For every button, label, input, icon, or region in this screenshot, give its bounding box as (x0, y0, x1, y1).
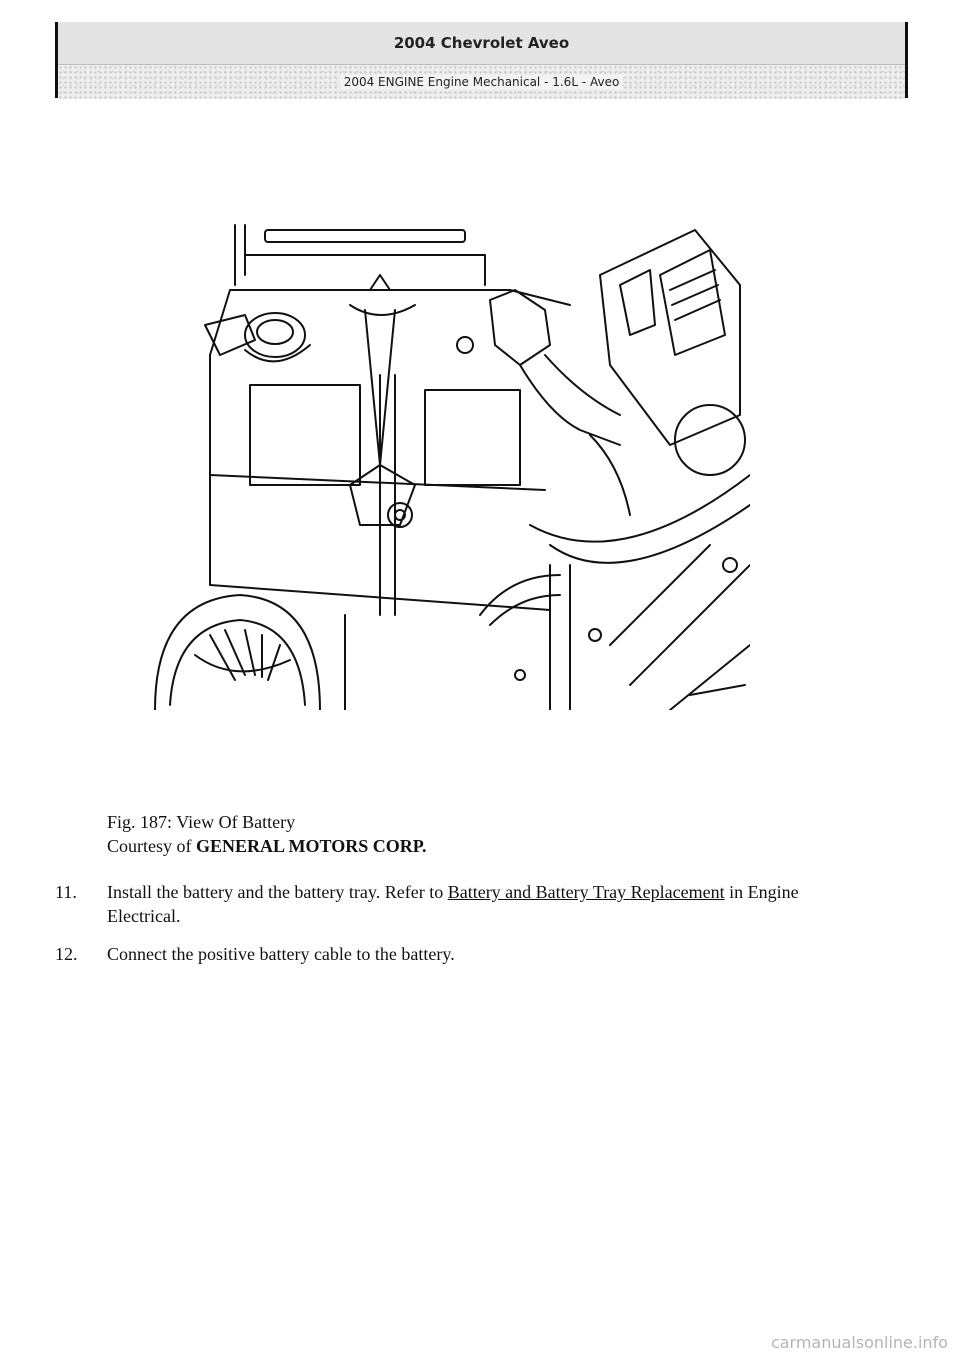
courtesy-organization: GENERAL MOTORS CORP. (196, 836, 427, 856)
document-subtitle-bar (58, 65, 905, 99)
step-text-after: in Engine Electrical. (107, 882, 799, 926)
page-header (55, 22, 908, 98)
list-item (55, 880, 815, 928)
courtesy-prefix: Courtesy of (107, 836, 192, 856)
figure-courtesy (107, 834, 427, 858)
figure-title: Fig. 187: View Of Battery (107, 812, 296, 832)
step-number: 11. (55, 882, 77, 902)
site-watermark: carmanualsonline.info (770, 1333, 948, 1352)
step-text: Connect the positive battery cable to the battery. (107, 944, 455, 964)
document-title: 2004 Chevrolet Aveo (58, 22, 905, 65)
step-text-before: Install the battery and the battery tray. Refer to (107, 882, 444, 902)
step-text (107, 880, 815, 928)
figure-caption (107, 810, 427, 858)
battery-tray-replacement-link[interactable]: Battery and Battery Tray Replacement (447, 882, 725, 902)
procedure-steps (55, 880, 815, 980)
step-number: 12. (55, 944, 78, 964)
document-subtitle: 2004 ENGINE Engine Mechanical - 1.6L - Aveo (340, 75, 624, 89)
battery-illustration (150, 215, 750, 710)
list-item (55, 942, 815, 966)
